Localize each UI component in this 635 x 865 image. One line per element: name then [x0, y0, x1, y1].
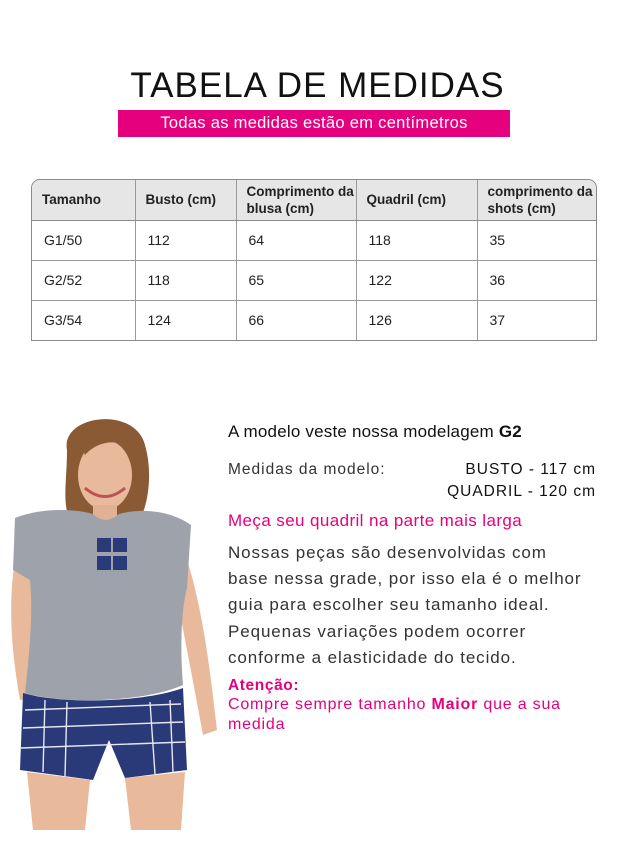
cell-blusa: 66 [236, 300, 356, 340]
table-header-row [32, 180, 597, 220]
paragraph-line: Nossas peças são desenvolvidas com [228, 543, 547, 562]
cell-blusa: 64 [236, 220, 356, 260]
model-photo [5, 410, 230, 830]
attention-bold-word: Maior [431, 696, 479, 713]
header-busto: Busto (cm) [135, 180, 236, 220]
cell-size: G3/54 [32, 300, 135, 340]
paragraph-line: conforme a elasticidade do tecido. [228, 647, 517, 667]
header-comprimento-shorts: comprimento da shots (cm) [477, 180, 597, 220]
header-tamanho: Tamanho [32, 180, 135, 220]
cell-quadril: 122 [356, 260, 477, 300]
page-title: TABELA DE MEDIDAS [130, 66, 505, 105]
header-quadril: Quadril (cm) [356, 180, 477, 220]
attention-text-before: Compre sempre tamanho [228, 696, 432, 713]
measures-label: Medidas da modelo: [228, 461, 386, 478]
model-measures-line [228, 461, 598, 479]
table-row [32, 220, 597, 260]
cell-quadril: 126 [356, 300, 477, 340]
size-table [31, 179, 597, 341]
quadril-measure: QUADRIL - 120 cm [447, 483, 596, 500]
cell-shorts: 35 [477, 220, 597, 260]
cell-size: G1/50 [32, 220, 135, 260]
attention-text-after: que a sua medida [228, 696, 561, 733]
model-wears-size: G2 [498, 422, 522, 441]
table-row [32, 260, 597, 300]
cell-blusa: 65 [236, 260, 356, 300]
cell-busto: 118 [135, 260, 236, 300]
model-wears-line [228, 422, 598, 442]
cell-quadril: 118 [356, 220, 477, 260]
paragraph-line: guia para escolher seu tamanho ideal. [228, 595, 550, 615]
busto-measure: BUSTO - 117 cm [465, 461, 596, 478]
cell-busto: 124 [135, 300, 236, 340]
attention-message [228, 695, 598, 734]
model-wears-text: A modelo veste nossa modelagem [228, 422, 494, 441]
attention-title: Atenção: [228, 677, 300, 694]
size-guide-paragraph [228, 540, 598, 671]
paragraph-line: base nessa grade, por isso ela é o melhor [228, 569, 582, 589]
cell-busto: 112 [135, 220, 236, 260]
cell-shorts: 36 [477, 260, 597, 300]
paragraph-line: Pequenas variações podem ocorrer [228, 621, 527, 641]
hip-tip-highlight: Meça seu quadril na parte mais larga [228, 511, 523, 530]
units-banner: Todas as medidas estão em centímetros [118, 110, 510, 137]
cell-shorts: 37 [489, 312, 506, 329]
cell-size: G2/52 [32, 260, 135, 300]
header-comprimento-blusa: Comprimento da blusa (cm) [236, 180, 356, 220]
table-row [32, 300, 597, 340]
